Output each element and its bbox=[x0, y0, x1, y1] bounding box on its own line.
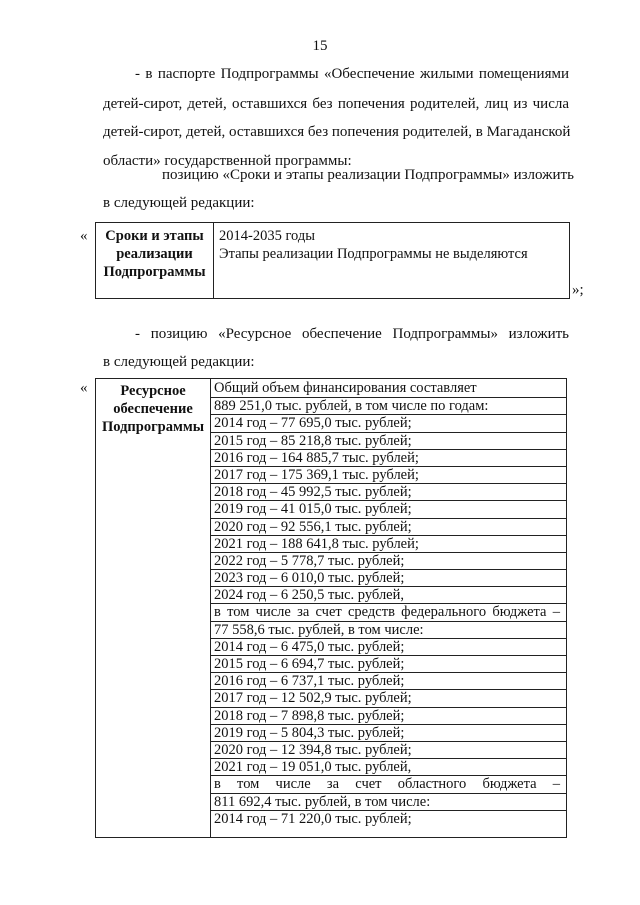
table2-row bbox=[211, 603, 566, 620]
table2-row: 2016 год – 164 885,7 тыс. рублей; bbox=[211, 449, 566, 466]
table2-content-cell bbox=[211, 379, 566, 837]
table2-open-quote: « bbox=[80, 380, 88, 396]
intro-line-2: детей-сирот, детей, оставшихся без попечения родителей, лиц из числа bbox=[103, 96, 569, 112]
table2-row: 2014 год – 77 695,0 тыс. рублей; bbox=[211, 414, 566, 431]
table2-row: 2017 год – 175 369,1 тыс. рублей; bbox=[211, 466, 566, 483]
table2-row: 2020 год – 92 556,1 тыс. рублей; bbox=[211, 518, 566, 535]
table2-row: 2020 год – 12 394,8 тыс. рублей; bbox=[211, 741, 566, 758]
table2-row: 2024 год – 6 250,5 тыс. рублей, bbox=[211, 586, 566, 603]
table2-row: 2019 год – 41 015,0 тыс. рублей; bbox=[211, 500, 566, 517]
table2-header-line-1: Ресурсное bbox=[120, 383, 186, 399]
table2-row: 2021 год – 19 051,0 тыс. рублей, bbox=[211, 758, 566, 775]
intro-line-1: - в паспорте Подпрограммы «Обеспечение жилыми помещениями bbox=[135, 66, 569, 82]
table2-row: 2014 год – 71 220,0 тыс. рублей; bbox=[211, 810, 566, 827]
table2-row: 2022 год – 5 778,7 тыс. рублей; bbox=[211, 552, 566, 569]
table2-row: 2021 год – 188 641,8 тыс. рублей; bbox=[211, 535, 566, 552]
table2-row: 77 558,6 тыс. рублей, в том числе: bbox=[211, 621, 566, 638]
table1-header-line-3: Подпрограммы bbox=[103, 264, 206, 280]
table1-content-cell bbox=[214, 223, 569, 298]
table2-row: 2019 год – 5 804,3 тыс. рублей; bbox=[211, 724, 566, 741]
table2-header-line-2: обеспечение bbox=[113, 401, 193, 417]
table2-row: 2018 год – 45 992,5 тыс. рублей; bbox=[211, 483, 566, 500]
position2-line-1: - позицию «Ресурсное обеспечение Подпрограммы» изложить bbox=[135, 326, 569, 342]
table2-row: 2014 год – 6 475,0 тыс. рублей; bbox=[211, 638, 566, 655]
table1-header-cell bbox=[96, 223, 214, 298]
table1-close-quote: »; bbox=[572, 282, 584, 298]
table1 bbox=[95, 222, 570, 299]
table2-row: 2015 год – 85 218,8 тыс. рублей; bbox=[211, 432, 566, 449]
position2-line-2: в следующей редакции: bbox=[103, 354, 255, 370]
table1-header-line-2: реализации bbox=[116, 246, 193, 262]
page-number: 15 bbox=[312, 38, 328, 54]
intro-line-3: детей-сирот, детей, оставшихся без попечения родителей, в Магаданской bbox=[103, 124, 571, 140]
table2-header-line-3: Подпрограммы bbox=[101, 419, 205, 435]
table2-row: 2017 год – 12 502,9 тыс. рублей; bbox=[211, 689, 566, 706]
table2-row: Общий объем финансирования составляет bbox=[214, 380, 477, 396]
table2-row: 2016 год – 6 737,1 тыс. рублей; bbox=[211, 672, 566, 689]
table2-header-cell bbox=[96, 379, 211, 837]
position1-line-1: позицию «Сроки и этапы реализации Подпрограммы» изложить bbox=[162, 167, 574, 183]
intro-line-4: области» государственной программы: bbox=[103, 153, 352, 169]
table2-row-text: в том числе за счет средств федерального бюджета – bbox=[214, 604, 560, 621]
table2 bbox=[95, 378, 567, 838]
table2-row-text: в том числе за счет областного бюджета – bbox=[214, 776, 560, 793]
table2-row bbox=[211, 775, 566, 792]
table2-row: 889 251,0 тыс. рублей, в том числе по годам: bbox=[211, 397, 566, 414]
position1-line-2: в следующей редакции: bbox=[103, 195, 255, 211]
table1-content-line-1: 2014-2035 годы bbox=[219, 228, 315, 244]
table1-open-quote: « bbox=[80, 228, 88, 244]
table2-row: 2018 год – 7 898,8 тыс. рублей; bbox=[211, 707, 566, 724]
table1-header-line-1: Сроки и этапы bbox=[105, 228, 204, 244]
table1-content-line-2: Этапы реализации Подпрограммы не выделяются bbox=[219, 246, 528, 262]
table2-row: 2015 год – 6 694,7 тыс. рублей; bbox=[211, 655, 566, 672]
table2-row: 811 692,4 тыс. рублей, в том числе: bbox=[211, 793, 566, 810]
table2-row: 2023 год – 6 010,0 тыс. рублей; bbox=[211, 569, 566, 586]
